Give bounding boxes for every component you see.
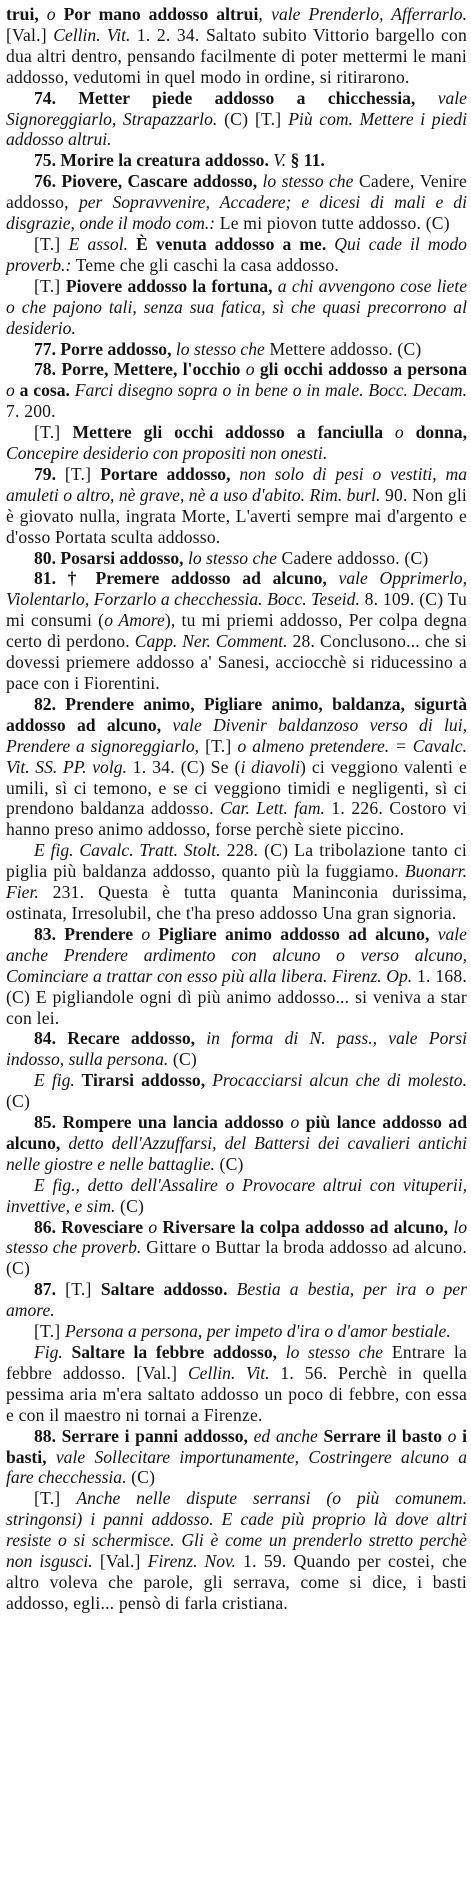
headword-text: Portare addosso, xyxy=(100,463,240,484)
headword-text: 81. † Premere addosso ad alcuno, xyxy=(34,568,339,589)
entry-paragraph xyxy=(6,171,467,234)
headword-text: Serrare il basto xyxy=(317,1425,448,1446)
body-text: 1. 226. Costoro vi hanno preso animo addosso, forse perchè siete piccino. xyxy=(6,798,467,840)
body-text: 228. (C) La tribolazione tanto ci piglia più baldanza addosso, quanto più la fuggiamo. xyxy=(6,840,467,882)
body-text: 7. 200. xyxy=(6,401,56,422)
headword-text: 74. Metter piede addosso a chicchessia, xyxy=(34,87,438,108)
body-text: (C) xyxy=(6,1091,31,1112)
body-text: 231. Questa è tutta quanta Maninconia durissima, ostinata, Irresolubil, che t'ha preso addosso Una gran signoria. xyxy=(6,882,467,923)
entry-paragraph xyxy=(6,339,467,360)
entry-paragraph xyxy=(6,1321,467,1342)
headword-text: trui, xyxy=(6,4,47,24)
body-text: (C) xyxy=(168,1049,197,1070)
headword-text: Tirarsi addosso, xyxy=(74,1070,213,1091)
italic-text: o xyxy=(245,359,255,380)
headword-text: donna, xyxy=(403,422,467,443)
entry-paragraph xyxy=(6,1028,467,1070)
italic-text: vale Sollecitare importunamente, Costringere alcuno a fare checchessia. xyxy=(6,1446,467,1488)
body-text: [Val.] xyxy=(6,24,54,45)
italic-text: vale Signoreggiarlo, Strapazzarlo. xyxy=(6,87,467,129)
body-text: 1. 34. (C) Se ( xyxy=(126,756,241,777)
italic-text: Fig. xyxy=(34,1342,63,1362)
italic-text: Qui cade il modo proverb.: xyxy=(6,233,467,275)
dictionary-page xyxy=(6,4,467,1614)
italic-text: E fig. Cavalc. Tratt. Stolt. xyxy=(34,840,221,861)
italic-text: a chi avvengono cose liete o che pajono tali, senza sua fatica, sì che quasi precorrono al desiderio. xyxy=(6,275,468,338)
italic-text: E fig. xyxy=(34,1070,75,1091)
headword-text: 86. Rovesciare xyxy=(34,1216,149,1237)
entry-paragraph xyxy=(6,88,467,151)
headword-text: i basti, xyxy=(6,1425,467,1467)
entry-paragraph xyxy=(6,1279,467,1321)
italic-text: o xyxy=(46,4,64,24)
headword-text: Por mano addosso altrui xyxy=(63,4,259,24)
body-text: Mettere addosso. (C) xyxy=(264,338,422,359)
entry-paragraph xyxy=(6,548,467,569)
body-text: [T.] xyxy=(64,463,101,484)
body-text: (C) xyxy=(115,1195,145,1216)
entry-paragraph xyxy=(6,1070,467,1112)
body-text: (C) xyxy=(214,1153,244,1174)
italic-text: Anche nelle dispute serransi (o più comunem. stringonsi) i panni addosso. E cade più proprio là dove altri resiste o si schermisce. Gli è come un prenderlo stretto perchè non isgusci. xyxy=(6,1488,467,1572)
entry-paragraph xyxy=(6,4,467,88)
headword-text: 78. Porre, Mettere, l'occhio xyxy=(34,359,246,380)
italic-text: lo stesso che proverb. xyxy=(6,1216,467,1258)
body-text: [T.] xyxy=(34,275,66,296)
entry-paragraph xyxy=(6,1175,467,1217)
body-text: [T.] xyxy=(65,1279,101,1300)
body-text: Cadere addosso. (C) xyxy=(276,547,429,568)
entry-paragraph xyxy=(6,1342,467,1426)
italic-text: non solo di pesi o vestiti, ma amuleti o altro, nè grave, nè a uso d'abito. Rim. burl. xyxy=(6,463,467,505)
body-text: Entrare la febbre addosso. [Val.] xyxy=(6,1342,467,1383)
italic-text: Procacciarsi alcun che di molesto. xyxy=(212,1070,467,1091)
entry-paragraph xyxy=(6,464,467,548)
italic-text: per Sopravvenire, Accadere; e dicesi di mali e di disgrazie, onde il modo com.: xyxy=(6,192,467,234)
italic-text: E assol. xyxy=(68,233,129,254)
headword-text: 80. Posarsi addosso, xyxy=(34,547,188,568)
italic-text: Firenz. Nov. xyxy=(147,1551,236,1572)
entry-paragraph xyxy=(6,1426,467,1489)
italic-text: V. xyxy=(273,150,287,171)
body-text: [T.] xyxy=(34,422,73,443)
body-text: 1. 59. Quando per costei, che altro voleva che parole, gli serrava, come si dice, i basti addosso, egli... pensò di farla cristiana. xyxy=(6,1551,468,1613)
italic-text: o xyxy=(148,1216,158,1237)
headword-text: 79. xyxy=(34,463,65,484)
body-text: , xyxy=(258,4,272,24)
italic-text: in forma di N. pass., vale Porsi indosso, sulla persona. xyxy=(6,1028,467,1070)
italic-text: detto dell'Azzuffarsi, del Battersi dei cavalieri antichi nelle giostre e nelle battaglie. xyxy=(6,1132,467,1174)
headword-text: 77. Porre addosso, xyxy=(34,338,176,359)
italic-text: Più com. Mettere i piedi addosso altrui. xyxy=(6,108,467,150)
italic-text: Bestia a bestia, per ira o per amore. xyxy=(6,1279,467,1321)
headword-text: Pigliare animo addosso ad alcuno, xyxy=(150,923,438,944)
italic-text: o Amore xyxy=(104,610,165,631)
body-text: 28. Conclusono... che si dovessi priemere addosso a' Sanesi, acciocchè si riducessino a pace con i Fiorentini. xyxy=(6,631,467,693)
headword-text: Piovere addosso la fortuna, xyxy=(65,275,278,296)
headword-text: a cosa. xyxy=(14,380,75,401)
italic-text: o xyxy=(447,1425,457,1446)
headword-text: 76. Piovere, Cascare addosso, xyxy=(34,171,263,192)
italic-text: ed anche xyxy=(253,1425,318,1446)
italic-text: Buonarr. Fier. xyxy=(6,861,467,903)
italic-text: Car. Lett. fam. xyxy=(220,798,325,819)
headword-text: 87. xyxy=(34,1279,66,1300)
body-text: 1. 168. (C) E pigliandole ogni dì più animo addosso... si veniva a star con lei. xyxy=(6,965,468,1028)
headword-text: gli occhi addosso a persona xyxy=(254,359,467,380)
italic-text: o xyxy=(290,1112,300,1133)
headword-text: 82. Prendere animo, Pigliare animo, baldanza, sigurtà addosso ad alcuno, xyxy=(6,693,467,735)
italic-text: o xyxy=(141,923,151,944)
body-text: [T.] xyxy=(34,1321,65,1342)
italic-text: o xyxy=(6,380,15,401)
italic-text: Capp. Ner. Comment. xyxy=(134,631,288,652)
italic-text: vale Divenir baldanzoso verso di lui, Prendere a signoreggiarlo, xyxy=(6,714,467,756)
entry-paragraph xyxy=(6,840,467,924)
italic-text: Cellin. Vit. xyxy=(53,24,131,45)
italic-text: lo stesso che xyxy=(262,171,354,192)
headword-text: § 11. xyxy=(286,150,325,171)
entry-paragraph xyxy=(6,1112,467,1175)
body-text: 8. 109. (C) Tu mi consumi ( xyxy=(6,589,467,631)
entry-paragraph xyxy=(6,1217,467,1280)
body-text: 90. Non gli è giovato nulla, ingrata Morte, L'averti sempre mai d'argento e d'osso Portata sculta addosso. xyxy=(6,484,468,547)
italic-text: vale anche Prendere ardimento con alcuno o verso alcuno, Cominciare a trattar con esso più alla libera. Firenz. Op. xyxy=(6,923,467,986)
entry-paragraph xyxy=(6,1488,467,1613)
entry-paragraph xyxy=(6,694,467,840)
body-text: ), tu mi priemi addosso, Per colpa degna certo di perdono. xyxy=(6,610,467,652)
headword-text: 85. Rompere una lancia addosso xyxy=(34,1112,291,1133)
italic-text: Concepire desiderio con propositi non onesti. xyxy=(6,443,328,464)
headword-text: Riversare la colpa addosso ad alcuno, xyxy=(157,1216,454,1237)
body-text: [T.] xyxy=(34,233,69,254)
headword-text: 84. Recare addosso, xyxy=(34,1028,207,1049)
body-text: Cadere, Venire addosso, xyxy=(6,171,467,213)
entry-paragraph xyxy=(6,276,467,339)
italic-text: lo stesso che xyxy=(175,338,265,359)
body-text: [Val.] xyxy=(92,1551,148,1572)
body-text: Le mi piovon tutte addosso. (C) xyxy=(215,213,450,234)
italic-text: lo stesso che xyxy=(187,547,277,568)
body-text: 1. 56. Perchè in quella pessima aria m'era saltato addosso un poco di febbre, con essa e con il maestro ni tornai a Firenze. xyxy=(6,1362,467,1425)
headword-text: 75. Morire la creatura addosso. xyxy=(34,150,274,171)
entry-paragraph xyxy=(6,359,467,422)
headword-text: È venuta addosso a me. xyxy=(128,233,335,254)
italic-text: vale Prenderlo, Afferrarlo. xyxy=(271,4,467,24)
body-text: Gittare o Buttar la broda addosso ad alcuno. (C) xyxy=(6,1237,467,1279)
entry-paragraph xyxy=(6,422,467,464)
body-text: ) ci veggiono valenti e umili, sì ci temono, e se ci veggiono timidi e negligenti, sì ci prendono baldanza addosso. xyxy=(6,756,467,819)
italic-text: E fig., detto dell'Assalire o Provocare altrui con vituperii, invettive, e sim. xyxy=(6,1174,467,1216)
headword-text: Saltare addosso. xyxy=(100,1279,237,1300)
italic-text: o almeno pretendere. = Cavalc. Vit. SS. PP. volg. xyxy=(6,735,467,777)
body-text: [T.] xyxy=(34,1488,77,1509)
body-text: 1. 2. 34. Saltato subito Vittorio bargello con dua altri dentro, pensando facilmente di poter mettermi le mani addosso, vedutomi in quel modo in ordine, si ritirarono. xyxy=(6,24,467,87)
italic-text: i diavoli xyxy=(240,756,300,777)
body-text: (C) [T.] xyxy=(217,108,289,129)
italic-text: Cellin. Vit. xyxy=(187,1362,270,1383)
headword-text: più lance addosso ad alcuno, xyxy=(6,1112,467,1153)
headword-text: Mettere gli occhi addosso a fanciulla xyxy=(72,422,395,443)
italic-text: Persona a persona, per impeto d'ira o d'amor bestiale. xyxy=(64,1321,451,1342)
body-text: [T.] xyxy=(199,735,238,756)
entry-paragraph xyxy=(6,924,467,1029)
body-text: (C) xyxy=(126,1467,156,1488)
entry-paragraph xyxy=(6,234,467,276)
headword-text: 88. Serrare i panni addosso, xyxy=(34,1425,254,1446)
italic-text: Farci disegno sopra o in bene o in male. Bocc. Decam. xyxy=(74,380,468,401)
headword-text: 83. Prendere xyxy=(34,923,142,944)
entry-paragraph xyxy=(6,150,467,171)
headword-text: Saltare la febbre addosso, xyxy=(62,1342,286,1362)
italic-text: vale Opprimerlo, Violentarlo, Forzarlo a checchessia. Bocc. Teseid. xyxy=(6,568,467,610)
body-text: Teme che gli caschi la casa addosso. xyxy=(71,254,340,275)
italic-text: o xyxy=(394,422,404,443)
italic-text: lo stesso che xyxy=(285,1342,384,1362)
entry-paragraph xyxy=(6,568,467,693)
